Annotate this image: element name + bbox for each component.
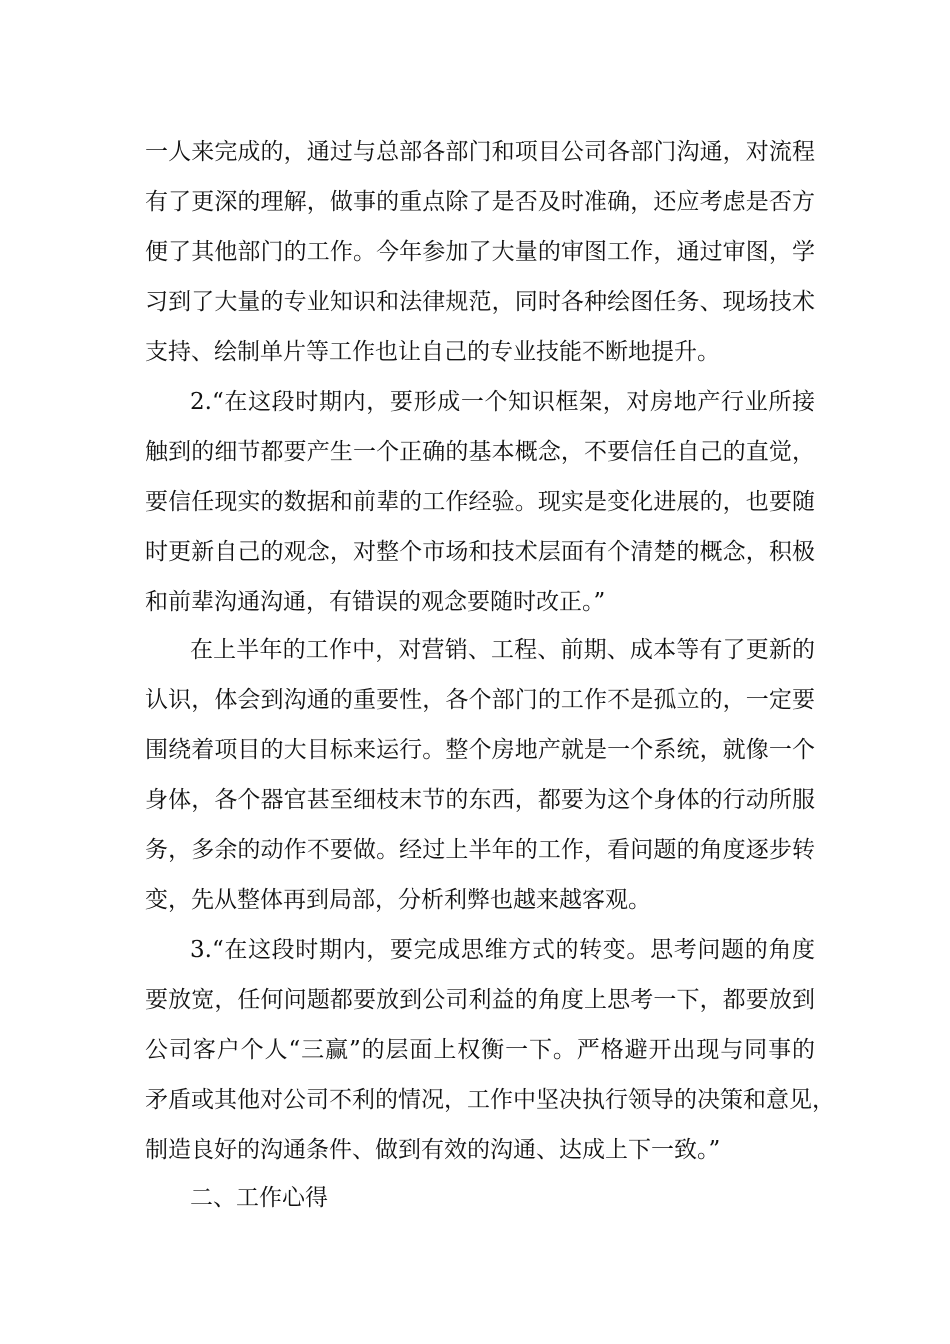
paragraph-line: 一人来完成的，通过与总部各部门和项目公司各部门沟通，对流程 bbox=[145, 139, 815, 165]
paragraph-line: 制造良好的沟通条件、做到有效的沟通、达成上下一致。” bbox=[145, 1137, 721, 1163]
paragraph-line: 支持、绘制单片等工作也让自己的专业技能不断地提升。 bbox=[145, 339, 720, 365]
paragraph-line: 时更新自己的观念，对整个市场和技术层面有个清楚的概念，积极 bbox=[145, 539, 815, 565]
paragraph-line: 便了其他部门的工作。今年参加了大量的审图工作，通过审图，学 bbox=[145, 239, 815, 265]
paragraph-line: 围绕着项目的大目标来运行。整个房地产就是一个系统，就像一个 bbox=[145, 737, 815, 763]
section-heading: 二、工作心得 bbox=[190, 1185, 328, 1211]
paragraph-line: 务，多余的动作不要做。经过上半年的工作，看问题的角度逐步转 bbox=[145, 837, 815, 863]
paragraph-line: 变，先从整体再到局部，分析利弊也越来越客观。 bbox=[145, 887, 651, 913]
paragraph-line: 习到了大量的专业知识和法律规范，同时各种绘图任务、现场技术 bbox=[145, 289, 815, 315]
paragraph-line: 要放宽，任何问题都要放到公司利益的角度上思考一下，都要放到 bbox=[145, 987, 815, 1013]
paragraph-line: 和前辈沟通沟通，有错误的观念要随时改正。” bbox=[145, 589, 606, 615]
paragraph-line: 在上半年的工作中，对营销、工程、前期、成本等有了更新的 bbox=[190, 637, 815, 663]
paragraph-line: 公司客户个人“三赢”的层面上权衡一下。严格避开出现与同事的 bbox=[145, 1037, 815, 1063]
paragraph-line: 要信任现实的数据和前辈的工作经验。现实是变化进展的，也要随 bbox=[145, 489, 815, 515]
paragraph-line: 身体，各个器官甚至细枝末节的东西，都要为这个身体的行动所服 bbox=[145, 787, 815, 813]
paragraph-line: 3.“在这段时期内，要完成思维方式的转变。思考问题的角度 bbox=[190, 937, 815, 963]
paragraph-line: 认识，体会到沟通的重要性，各个部门的工作不是孤立的，一定要 bbox=[145, 687, 815, 713]
paragraph-line: 2.“在这段时期内，要形成一个知识框架，对房地产行业所接 bbox=[190, 389, 815, 415]
paragraph-line: 触到的细节都要产生一个正确的基本概念，不要信任自己的直觉， bbox=[145, 439, 815, 465]
paragraph-line: 有了更深的理解，做事的重点除了是否及时准确，还应考虑是否方 bbox=[145, 189, 815, 215]
paragraph-line: 矛盾或其他对公司不利的情况，工作中坚决执行领导的决策和意见， bbox=[145, 1087, 835, 1113]
